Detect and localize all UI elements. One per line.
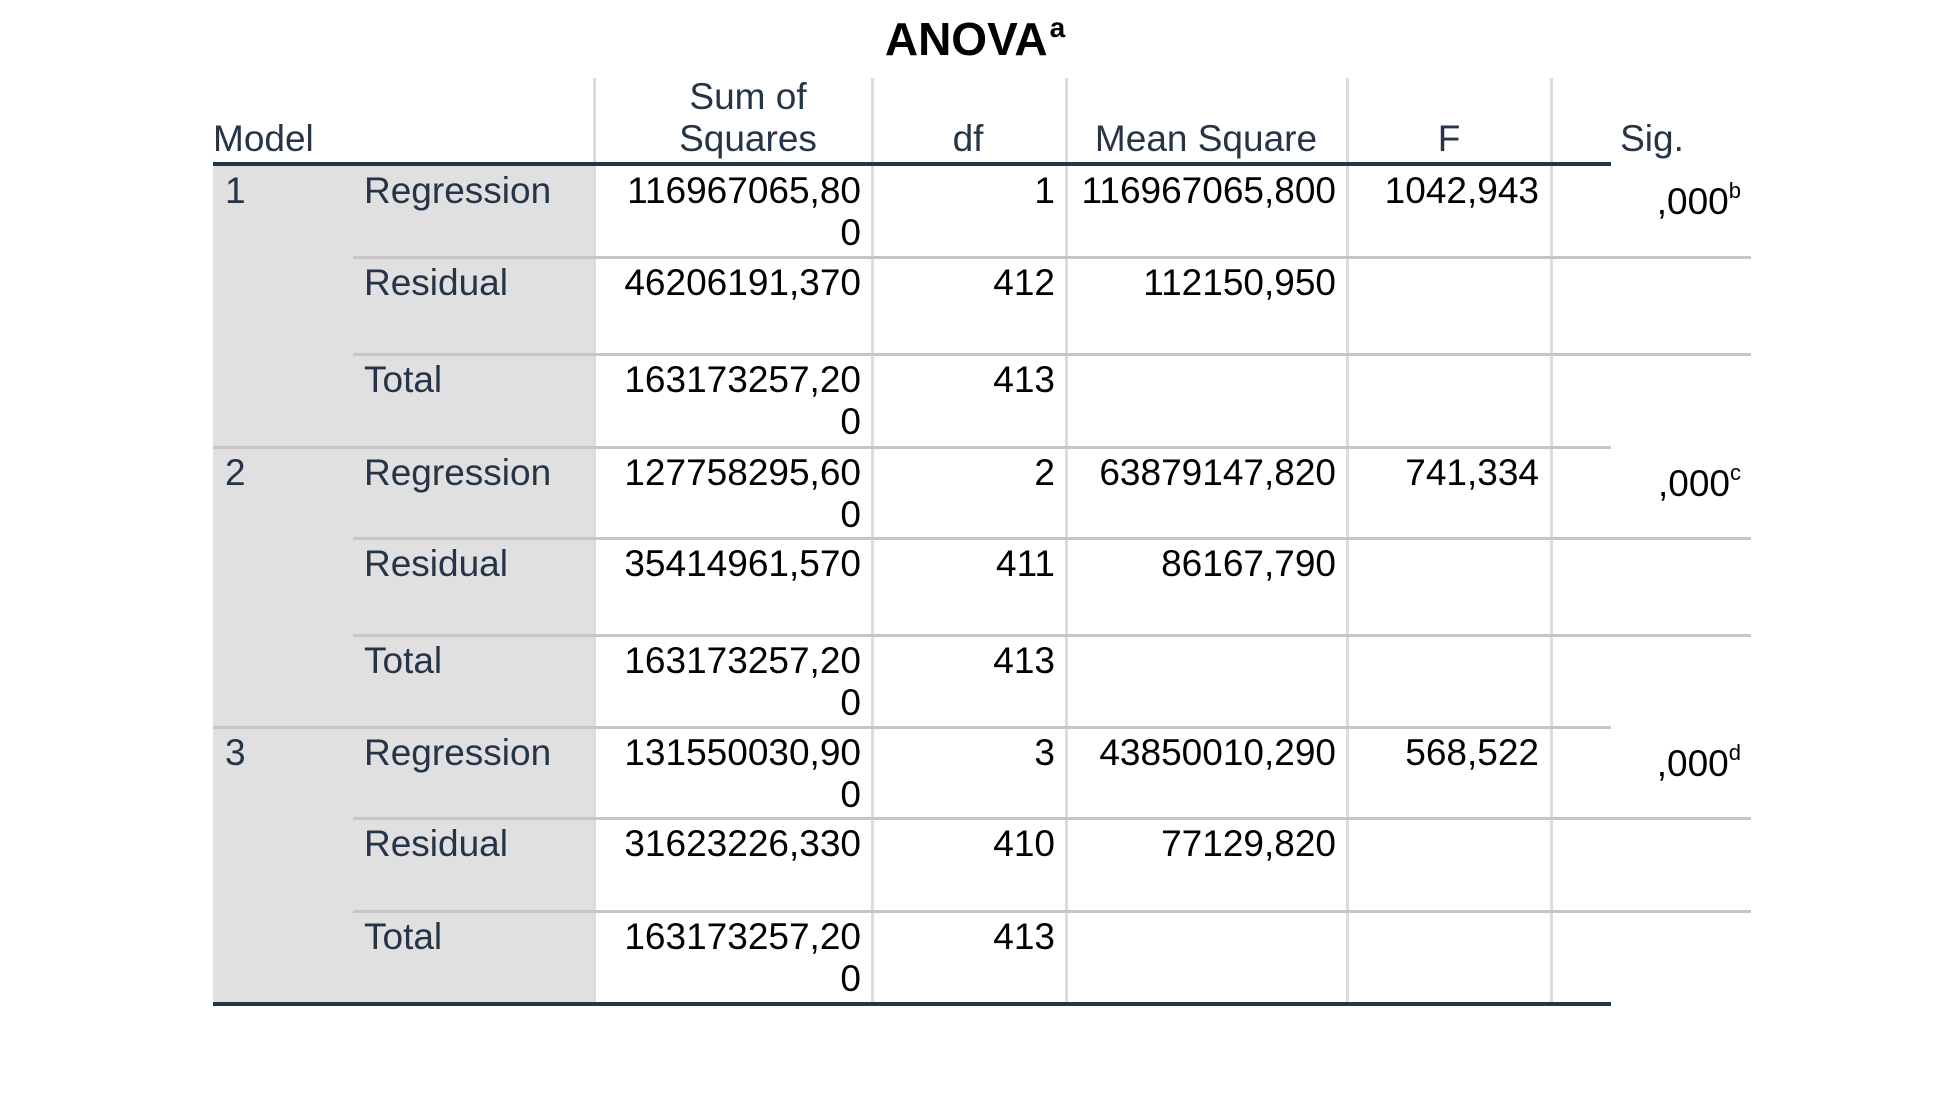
model-number: 2 [225,452,246,493]
column-divider [871,78,874,1004]
sum-of-squares-value: 35414961,570 [624,543,861,584]
mean-square-value: 112150,950 [1143,262,1336,303]
model-number: 1 [225,170,246,211]
row-divider [213,446,1611,449]
source-label: Total [364,916,443,957]
sig-text: ,000 [1656,743,1729,784]
source-label: Residual [364,543,508,584]
df-value: 413 [993,359,1055,400]
sum-of-squares-value: 163173257,200 [624,359,861,442]
f-value: 1042,943 [1384,170,1539,211]
source-label: Regression [364,452,552,493]
source-label: Total [364,359,443,400]
f-value: 741,334 [1405,452,1539,493]
column-divider [1346,78,1349,1004]
sig-text: ,000 [1657,463,1730,504]
sum-of-squares-value: 131550030,900 [624,732,861,815]
header-sig: Sig. [1620,118,1684,159]
mean-square-value: 63879147,820 [1099,452,1336,493]
sum-of-squares-value: 46206191,370 [624,262,861,303]
header-df: df [952,118,984,159]
column-divider [593,78,596,1004]
column-divider [1065,78,1068,1004]
df-value: 3 [1034,732,1055,773]
df-value: 410 [993,823,1055,864]
sig-value [1553,732,1741,785]
sum-of-squares-value: 163173257,200 [624,640,861,723]
row-divider [353,256,1751,259]
source-label: Residual [364,823,508,864]
sig-value [1553,170,1741,223]
row-divider [353,817,1751,820]
header-f: F [1437,118,1461,159]
mean-square-value: 116967065,800 [1081,170,1336,211]
df-value: 2 [1034,452,1055,493]
header-mean-square: Mean Square [1094,118,1318,159]
mean-square-value: 43850010,290 [1099,732,1336,773]
df-value: 413 [993,640,1055,681]
source-label: Residual [364,262,508,303]
sig-footnote: b [1728,178,1741,203]
model-number: 3 [225,732,246,773]
source-label: Total [364,640,443,681]
df-value: 413 [993,916,1055,957]
title-superscript: a [1049,12,1066,43]
df-value: 1 [1034,170,1055,211]
title-text: ANOVA [884,13,1048,65]
source-label: Regression [364,170,552,211]
row-divider [353,537,1751,540]
row-divider [213,726,1611,729]
f-value: 568,522 [1405,732,1539,773]
row-divider [353,634,1751,637]
header-rule [213,162,1611,166]
sum-of-squares-value: 163173257,200 [624,916,861,999]
sig-value [1553,452,1741,505]
header-model: Model [213,118,314,159]
header-sum-of-squares: Sum of Squares [679,76,817,159]
sig-footnote: d [1728,740,1741,765]
table-title [0,12,1950,66]
source-label: Regression [364,732,552,773]
sig-footnote: c [1730,460,1741,485]
anova-table [213,78,1751,1008]
df-value: 412 [993,262,1055,303]
sum-of-squares-value: 116967065,800 [627,170,861,253]
bottom-rule [213,1002,1611,1006]
mean-square-value: 86167,790 [1161,543,1336,584]
row-divider [353,910,1751,913]
sum-of-squares-value: 31623226,330 [624,823,861,864]
sig-text: ,000 [1656,181,1729,222]
mean-square-value: 77129,820 [1161,823,1336,864]
df-value: 411 [996,543,1055,584]
sum-of-squares-value: 127758295,600 [624,452,861,535]
row-divider [353,353,1751,356]
